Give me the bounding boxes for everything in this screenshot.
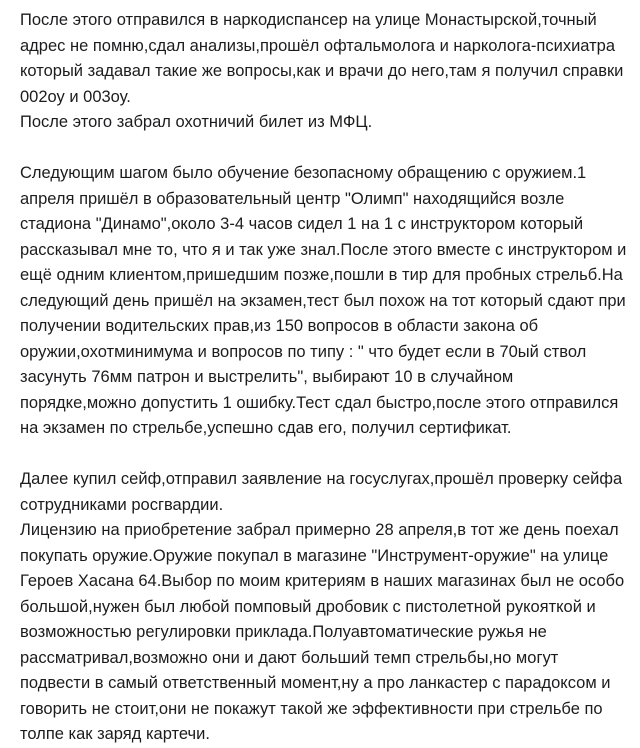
text-line: Героев Хасана 64.Выбор по моим критериям в наших магазинах был не особо	[20, 572, 625, 590]
text-line: апреля пришёл в образовательный центр "Олимп" находящийся возле	[20, 189, 565, 208]
text-line: толпе как заряд картечи.	[20, 725, 210, 743]
text-line: ещё одним клиентом,пришедшим позже,пошли в тир для пробных стрельб.На	[20, 266, 623, 284]
text-line: подвести в самый ответственный момент,ну а про ланкастер с парадоксом и	[20, 674, 611, 692]
text-line: Следующим шагом было обучение безопасному обращению с оружием.1	[20, 164, 587, 182]
text-line: засунуть 76мм патрон и выстрелить", выбирают 10 в случайном	[20, 368, 514, 386]
post-paragraph	[20, 8, 626, 110]
text-line: рассматривал,возможно они и дают больший темп стрельбы,но могут	[20, 648, 559, 667]
text-line: который задавал такие же вопросы,как и врачи до него,там я получил справки	[20, 62, 624, 80]
post-paragraph	[20, 467, 626, 518]
text-line: возможностью регулировки приклада.Полуавтоматические ружья не	[20, 623, 547, 641]
text-line: Далее купил сейф,отправил заявление на госуслугах,прошёл проверку сейфа	[20, 470, 623, 488]
text-line: на экзамен по стрельбе,успешно сдав его, получил сертификат.	[20, 419, 512, 437]
post-paragraph	[20, 518, 626, 748]
text-line: После этого забрал охотничий билет из МФЦ.	[20, 113, 373, 131]
post-paragraph	[20, 110, 626, 136]
text-line: 002оу и 003оу.	[20, 87, 131, 106]
text-line: покупать оружие.Оружие покупал в магазине "Инструмент-оружие" на улице	[20, 546, 609, 565]
text-line: адрес не помню,сдал анализы,прошёл офтальмолога и нарколога-психиатра	[20, 36, 616, 55]
post-paragraph	[20, 161, 626, 442]
text-line: говорить не стоит,они не покажут такой же эффективности при стрельбе по	[20, 699, 603, 718]
text-line: оружии,охотминимума и вопросов по типу : " что будет если в 70ый ствол	[20, 342, 587, 361]
text-line: получении водительских прав,из 150 вопросов в области закона об	[20, 317, 539, 335]
text-line: После этого отправился в наркодиспансер на улице Монастырской,точный	[20, 11, 597, 29]
text-line: следующий день пришёл на экзамен,тест был похож на тот который сдают при	[20, 291, 626, 310]
text-line: сотрудниками росгвардии.	[20, 495, 224, 514]
text-line: рассказывал мне то, что я и так уже знал.После этого вместе с инструктором и	[20, 240, 627, 259]
text-line: стадиона "Динамо",около 3-4 часов сидел 1 на 1 с инструктором который	[20, 215, 584, 233]
text-line: порядке,можно допустить 1 ошибку.Тест сдал быстро,после этого отправился	[20, 393, 619, 412]
text-line: Лицензию на приобретение забрал примерно 28 апреля,в тот же день поехал	[20, 521, 619, 539]
text-line: большой,нужен был любой помповый дробовик с пистолетной рукояткой и	[20, 597, 596, 616]
